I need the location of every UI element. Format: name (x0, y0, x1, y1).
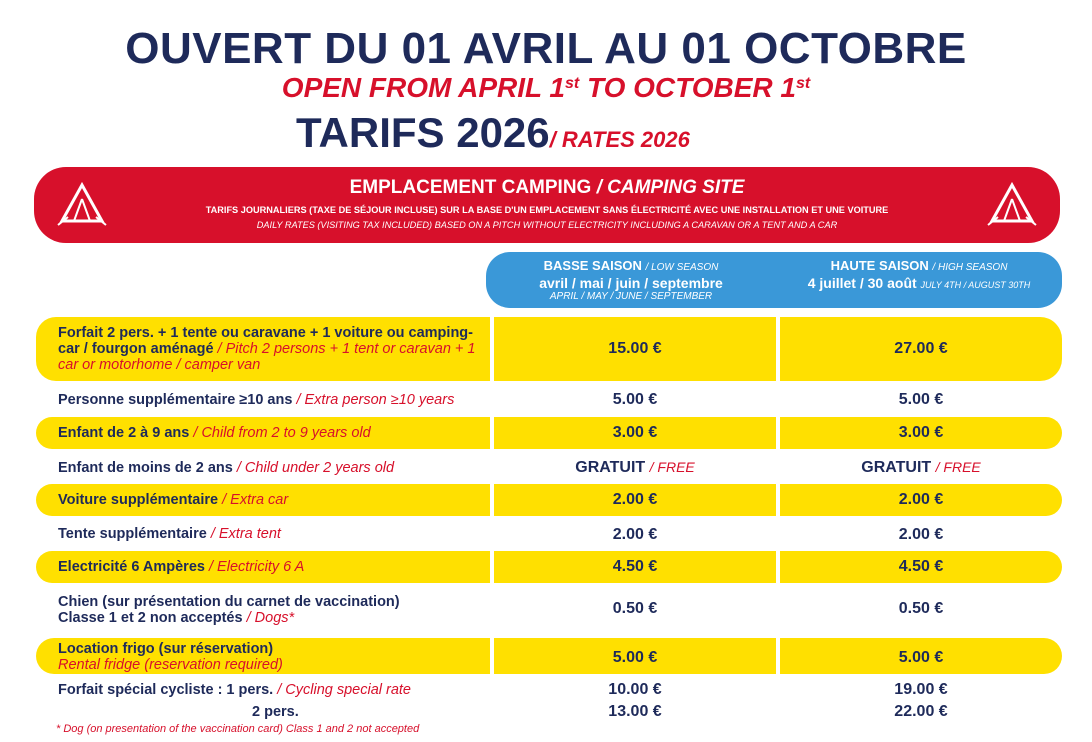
high-season-price: 3.00 € (898, 424, 944, 441)
rate-row-label: Personne supplémentaire ≥10 ans / Extra person ≥10 years (58, 392, 455, 408)
rate-row-label: Voiture supplémentaire / Extra car (58, 492, 289, 508)
banner-line-fr: TARIFS JOURNALIERS (TAXE DE SÉJOUR INCLUSE) SUR LA BASE D'UN EMPLACEMENT SANS ÉLECTRICITÉ AVEC UNE INSTALLATION ET UNE VOITURE (205, 205, 889, 215)
low-season-price: 5.00 € (612, 391, 658, 408)
rate-row-label: 2 pers. (252, 704, 299, 720)
rate-row-label: Tente supplémentaire / Extra tent (58, 526, 281, 542)
low-season-price: 3.00 € (612, 424, 658, 441)
rate-row-label: Forfait 2 pers. + 1 tente ou caravane + 1 voiture ou camping-car / fourgon aménagé / Pitch 2 persons + 1 tent or caravan + 1 car or motorhome / camper van (58, 325, 476, 373)
title-opening-en: OPEN FROM APRIL 1st TO OCTOBER 1st (281, 72, 811, 103)
low-season-price: 15.00 € (608, 340, 662, 357)
low-season-header: BASSE SAISON / LOW SEASON avril / mai / juin / septembre APRIL / MAY / JUNE / SEPTEMBER (486, 252, 776, 308)
title-opening: OUVERT DU 01 AVRIL AU 01 OCTOBRE (125, 24, 967, 73)
title-rates: TARIFS 2026/ RATES 2026 (296, 109, 690, 156)
footnote: * Dog (on presentation of the vaccination card) Class 1 and 2 not accepted (56, 723, 420, 735)
rate-row-label: Enfant de 2 à 9 ans / Child from 2 to 9 years old (58, 425, 371, 441)
rate-row-label: Forfait spécial cycliste : 1 pers. / Cycling special rate (58, 682, 411, 698)
rate-row-label: Location frigo (sur réservation) Rental fridge (reservation required) (58, 641, 283, 673)
low-season-price: 0.50 € (612, 600, 658, 617)
low-season-price: 10.00 € (608, 681, 662, 698)
high-season-price: 5.00 € (898, 391, 944, 408)
high-season-price: 2.00 € (898, 526, 944, 543)
banner-title: EMPLACEMENT CAMPING / CAMPING SITE (349, 177, 745, 198)
high-season-price: 5.00 € (898, 649, 944, 666)
high-season-price: 27.00 € (894, 340, 948, 357)
camping-site-banner (34, 167, 1060, 243)
high-season-price: 19.00 € (894, 681, 948, 698)
low-season-price: 5.00 € (612, 649, 658, 666)
rate-row-label: Enfant de moins de 2 ans / Child under 2 years old (58, 460, 395, 476)
high-season-price: 4.50 € (898, 558, 944, 575)
rate-row-label: Electricité 6 Ampères / Electricity 6 A (58, 559, 305, 575)
high-season-header: HAUTE SAISON / HIGH SEASON 4 juillet / 30 août JULY 4TH / AUGUST 30TH (776, 252, 1062, 308)
low-season-price: 2.00 € (612, 526, 658, 543)
high-season-price: 0.50 € (898, 600, 944, 617)
low-season-price: 4.50 € (612, 558, 658, 575)
low-season-price: 2.00 € (612, 491, 658, 508)
low-season-price: GRATUIT / FREE (575, 459, 695, 476)
banner-line-en: DAILY RATES (VISITING TAX INCLUDED) BASED ON A PITCH WITHOUT ELECTRICITY INCLUDING A CARAVAN OR A TENT AND A CAR (256, 220, 838, 230)
rate-row-label: Chien (sur présentation du carnet de vaccination) Classe 1 et 2 non acceptés / Dogs* (58, 594, 400, 626)
high-season-price: 22.00 € (894, 703, 948, 720)
high-season-price: GRATUIT / FREE (861, 459, 981, 476)
tent-icon (984, 181, 1040, 231)
high-season-price: 2.00 € (898, 491, 944, 508)
low-season-price: 13.00 € (608, 703, 662, 720)
